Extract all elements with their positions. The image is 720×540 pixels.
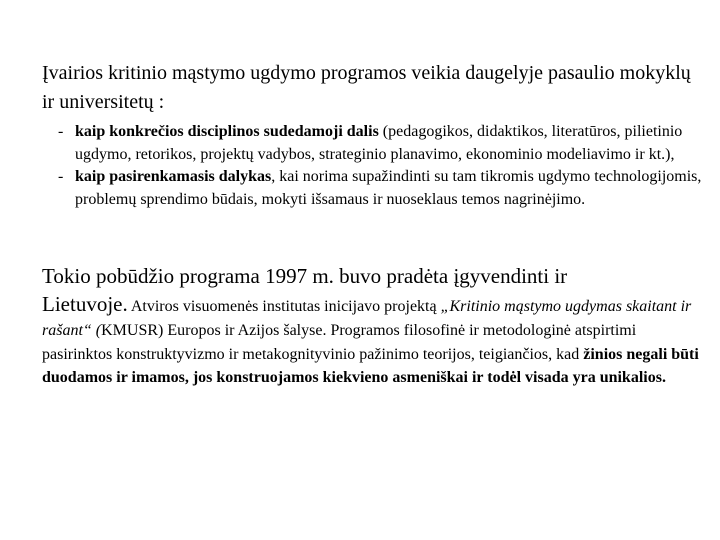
project-name: „Kritinio mąstymo ugdymas skaitant ir rašant“ ( bbox=[42, 298, 692, 339]
bullet-text: , kai norima supažindinti su tam tikromis ugdymo technologijomis, problemų sprendimo būdais, mokyti išsamaus ir nuoseklaus temos nagrinėjimo. bbox=[75, 168, 702, 208]
lithuania-sentence: Tokio pobūdžio programa 1997 m. buvo pradėta įgyvendinti ir bbox=[42, 264, 568, 288]
lithuania-paragraph bbox=[42, 263, 702, 390]
bullet-dash: - bbox=[58, 123, 64, 140]
bullet-bold-text: kaip pasirenkamasis dalykas bbox=[75, 168, 272, 185]
bullet-bold-text: kaip konkrečios disciplinos sudedamoji dalis bbox=[75, 123, 379, 140]
osi-sentence: Atviros visuomenės institutas inicijavo projektą bbox=[127, 298, 441, 315]
intro-paragraph: Įvairios kritinio mąstymo ugdymo programos veikia daugelyje pasaulio mokyklų ir universitetų : bbox=[42, 62, 691, 113]
bullet-text: (pedagogikos, didaktikos, literatūros, pilietinio ugdymo, retorikos, projektų vadybos, strateginio planavimo, ekonominio modeliavimo ir kt.), bbox=[75, 123, 683, 163]
program-types-list bbox=[58, 121, 708, 211]
list-item bbox=[58, 166, 708, 211]
lithuania-paragraph-body bbox=[42, 290, 702, 390]
knowledge-claim: žinios negali būti duodamos ir imamos, jos konstruojamos kiekvieno asmeniškai ir todėl visada yra unikalios. bbox=[42, 345, 699, 386]
philosophy-sentence: KMUSR) Europos ir Azijos šalyse. Programos filosofinė ir metodologinė atspirtimi pasirinktos konstruktyvizmo ir metakognityvinio pažinimo teorijos, teigiančios, kad bbox=[42, 322, 637, 363]
lithuania-word: Lietuvoje. bbox=[42, 292, 128, 316]
list-item bbox=[58, 121, 708, 166]
bullet-dash: - bbox=[58, 168, 64, 185]
